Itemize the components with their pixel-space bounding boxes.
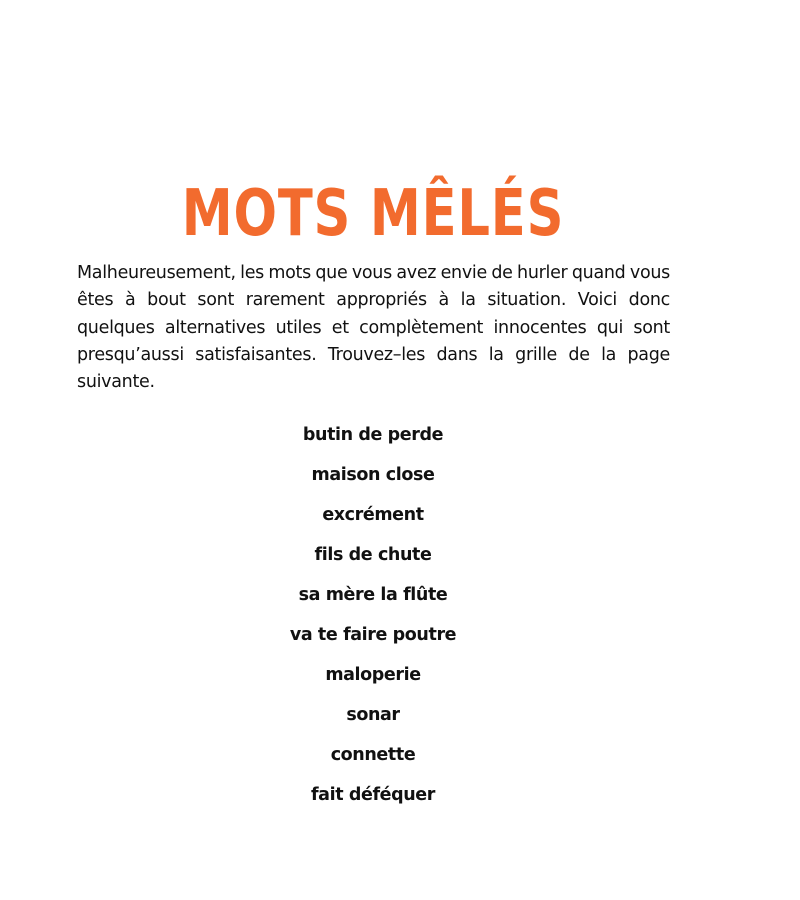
word-list-item: excrément (322, 505, 424, 525)
page-title: MOTS MÊLÉS (181, 176, 565, 251)
word-list-item: fait déféquer (310, 785, 436, 805)
word-list-item: va te faire poutre (289, 625, 457, 645)
word-list-item: sonar (346, 705, 400, 725)
word-list-item: connette (330, 745, 416, 765)
word-list-item: sa mère la flûte (298, 585, 448, 605)
word-list-item: maison close (311, 465, 435, 485)
word-list-item: fils de chute (314, 545, 432, 565)
word-list-item: butin de perde (302, 425, 444, 445)
word-list (273, 420, 473, 820)
intro-paragraph: Malheureusement, les mots que vous avez envie de hurler quand vous êtes à bout sont rarement appropriés à la situation. Voici donc quelques alternatives utiles et complètement innocentes qui sont presqu’aussi satisfaisantes. Trouvez–les dans la grille de la page suivante. (77, 263, 670, 393)
word-list-item: maloperie (325, 665, 421, 685)
